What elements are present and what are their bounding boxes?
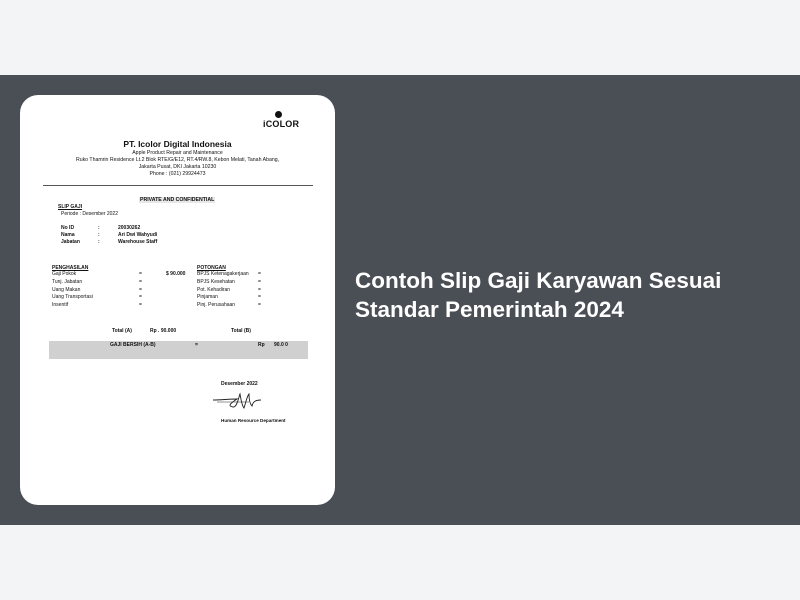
- total-b-label: Total (B): [231, 328, 251, 334]
- name-value: Ari Dwi Wahyudi: [118, 232, 158, 238]
- deduction-sep: =: [258, 294, 261, 300]
- id-value: 20030262: [118, 225, 141, 231]
- net-salary-sep: =: [195, 342, 198, 348]
- period: Periode : Desember 2022: [61, 211, 118, 217]
- article-headline: Contoh Slip Gaji Karyawan Sesuai Standar Pemerintah 2024: [355, 268, 722, 322]
- net-salary-value: 90.0 0: [274, 342, 288, 348]
- earning-label: Tunj. Jabatan: [52, 279, 83, 285]
- earning-sep: =: [139, 294, 142, 300]
- id-label: No ID: [61, 225, 75, 231]
- address-line-3: Jakarta Pusat, DKI Jakarta 10230: [138, 164, 217, 170]
- earnings-header: PENGHASILAN: [52, 265, 89, 271]
- position-value: Warehouse Staff: [118, 239, 158, 245]
- net-salary-label: GAJI BERSIH (A-B): [110, 342, 156, 348]
- position-sep: :: [98, 239, 100, 245]
- confidential-label: PRIVATE AND CONFIDENTIAL: [140, 197, 215, 203]
- deduction-sep: =: [258, 287, 261, 293]
- sign-department: Human Resource Department: [221, 418, 286, 423]
- deduction-label: Pot. Kehadiran: [197, 287, 231, 293]
- earning-sep: =: [139, 302, 142, 308]
- company-name: PT. Icolor Digital Indonesia: [123, 139, 232, 149]
- slip-card: [20, 95, 335, 505]
- deduction-sep: =: [258, 279, 261, 285]
- logo-mark-icon: [275, 111, 282, 118]
- deduction-label: Pinj. Perusahaan: [197, 302, 236, 308]
- header-divider: [43, 185, 313, 186]
- deduction-sep: =: [258, 302, 261, 308]
- slip-title: SLIP GAJI: [58, 204, 83, 210]
- address-line-1: Apple Product Repair and Maintenance: [132, 150, 223, 156]
- net-salary-row: [49, 341, 308, 359]
- company-logo: iCOLOR: [263, 111, 293, 129]
- name-label: Nama: [61, 232, 75, 238]
- earning-sep: =: [139, 271, 142, 277]
- address-line-2: Ruko Thamrin Residence Lt.2 Blok RTE/G/E12, RT.4/RW.8, Kebon Melati, Tanah Abang,: [75, 157, 280, 163]
- deduction-sep: =: [258, 271, 261, 277]
- deduction-label: BPJS Kesehatan: [197, 279, 235, 285]
- position-label: Jabatan: [61, 239, 80, 245]
- earning-sep: =: [139, 279, 142, 285]
- sign-date: Desember 2022: [221, 381, 258, 387]
- name-sep: :: [98, 232, 100, 238]
- total-a-label: Total (A): [112, 328, 132, 334]
- phone-line: Phone : (021) 29924473: [149, 171, 206, 177]
- signature-icon: [211, 390, 263, 412]
- deductions-header: POTONGAN: [197, 265, 226, 271]
- earning-sep: =: [139, 287, 142, 293]
- deduction-label: Pinjaman: [197, 294, 218, 300]
- earning-label: Uang Makan: [52, 287, 81, 293]
- earning-value: $ 90.000: [166, 271, 186, 277]
- earning-label: Uang Transportasi: [52, 294, 93, 300]
- net-salary-currency: Rp: [258, 342, 265, 348]
- earning-label: Insentif: [52, 302, 69, 308]
- id-sep: :: [98, 225, 100, 231]
- salary-slip-document: [20, 95, 335, 505]
- earning-label: Gaji Pokok: [52, 271, 77, 277]
- deduction-label: BPJS Ketenagakerjaan: [197, 271, 249, 277]
- total-a-value: Rp . 90.000: [150, 328, 177, 334]
